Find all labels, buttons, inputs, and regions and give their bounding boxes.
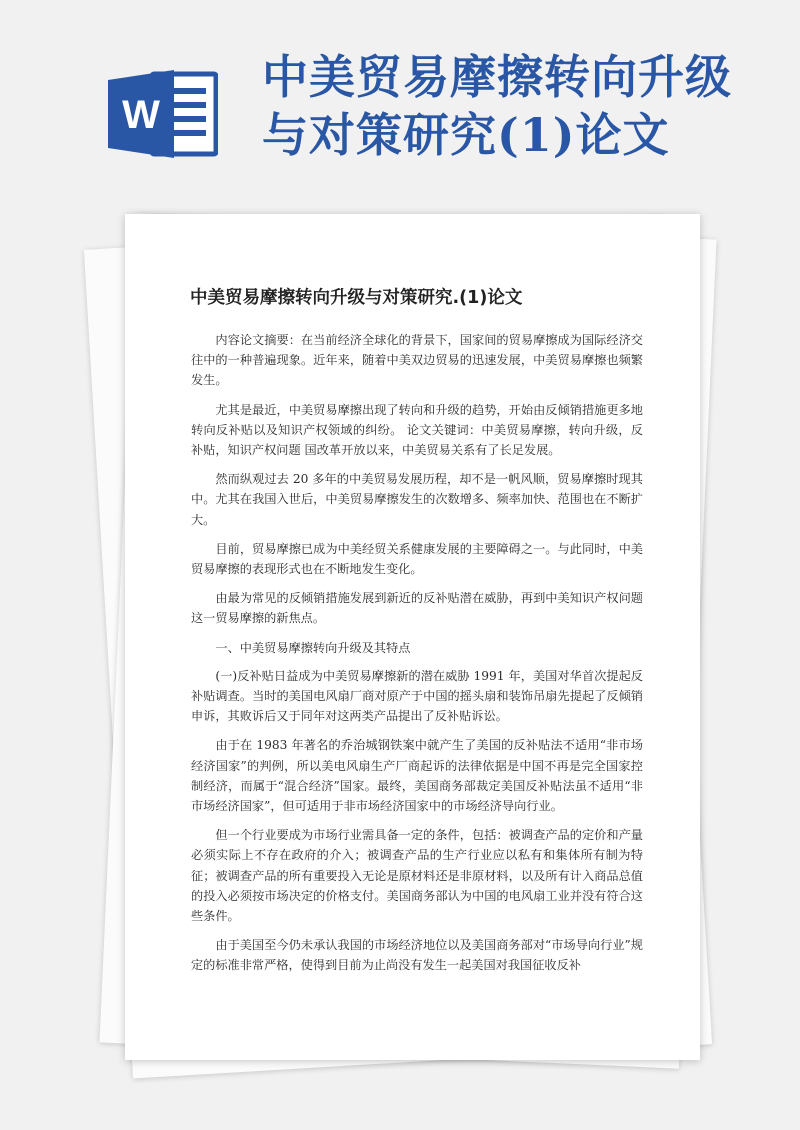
paragraph: 然而纵观过去 20 多年的中美贸易发展历程，却不是一帆风顺，贸易摩擦时现其中。尤其在我国入世后，中美贸易摩擦发生的次数增多、频率加快、范围也在不断扩大。 [191, 472, 643, 527]
document-page [125, 214, 700, 1060]
document-title-line-2: 与对策研究(1)论文 [262, 108, 670, 162]
paragraph: 内容论文摘要：在当前经济全球化的背景下，国家间的贸易摩擦成为国际经济交往中的一种普遍现象。近年来，随着中美双边贸易的迅速发展，中美贸易摩擦也频繁发生。 [191, 333, 643, 388]
page-title: 中美贸易摩擦转向升级与对策研究.(1)论文 [190, 288, 523, 308]
document-title-line-1: 中美贸易摩擦转向升级 [262, 50, 732, 104]
word-document-icon [108, 70, 218, 158]
paragraph: 由于美国至今仍未承认我国的市场经济地位以及美国商务部对“市场导向行业”规定的标准非常严格，使得到目前为止尚没有发生一起美国对我国征收反补 [191, 938, 643, 973]
paragraph: 尤其是最近，中美贸易摩擦出现了转向和升级的趋势，开始由反倾销措施更多地转向反补贴以及知识产权领域的纠纷。 论文关键词：中美贸易摩擦，转向升级，反补贴，知识产权问题 国改革开放以来，中美贸易关系有了长足发展。 [191, 402, 643, 458]
paragraph: 由于在 1983 年著名的乔治城钢铁案中就产生了美国的反补贴法不适用“非市场经济国家”的判例，所以美电风扇生产厂商起诉的法律依据是中国不再是完全国家控制经济，而属于“混合经济”国家。最终，美国商务部裁定美国反补贴法虽不适用“非市场经济国家”，但可适用于非市场经济国家中的市场经济导向行业。 [191, 738, 643, 814]
paragraph: 由最为常见的反倾销措施发展到新近的反补贴潜在威胁，再到中美知识产权问题这一贸易摩擦的新焦点。 [191, 591, 643, 626]
word-logo-letter: W [122, 93, 160, 137]
document-title [262, 48, 782, 164]
header [0, 0, 800, 200]
paragraph: 目前，贸易摩擦已成为中美经贸关系健康发展的主要障碍之一。与此同时，中美贸易摩擦的表现形式也在不断地发生变化。 [191, 541, 643, 577]
paragraph: (一)反补贴日益成为中美贸易摩擦新的潜在威胁 1991 年，美国对华首次提起反补贴调查。当时的美国电风扇厂商对原产于中国的摇头扇和装饰吊扇先提起了反倾销申诉，其败诉后又于同年对这两类产品提出了反补贴诉讼。 [191, 668, 643, 724]
paragraph: 但一个行业要成为市场行业需具备一定的条件，包括：被调查产品的定价和产量必须实际上不存在政府的介入；被调查产品的生产行业应以私有和集体所有制为特征；被调查产品的所有重要投入无论是原材料还是非原材料，以及所有计入商品总值的投入必须按市场决定的价格支付。美国商务部认为中国的电风扇工业并没有符合这些条件。 [191, 828, 643, 924]
page-body [191, 330, 643, 985]
section-heading: 一、中美贸易摩擦转向升级及其特点 [215, 640, 411, 655]
